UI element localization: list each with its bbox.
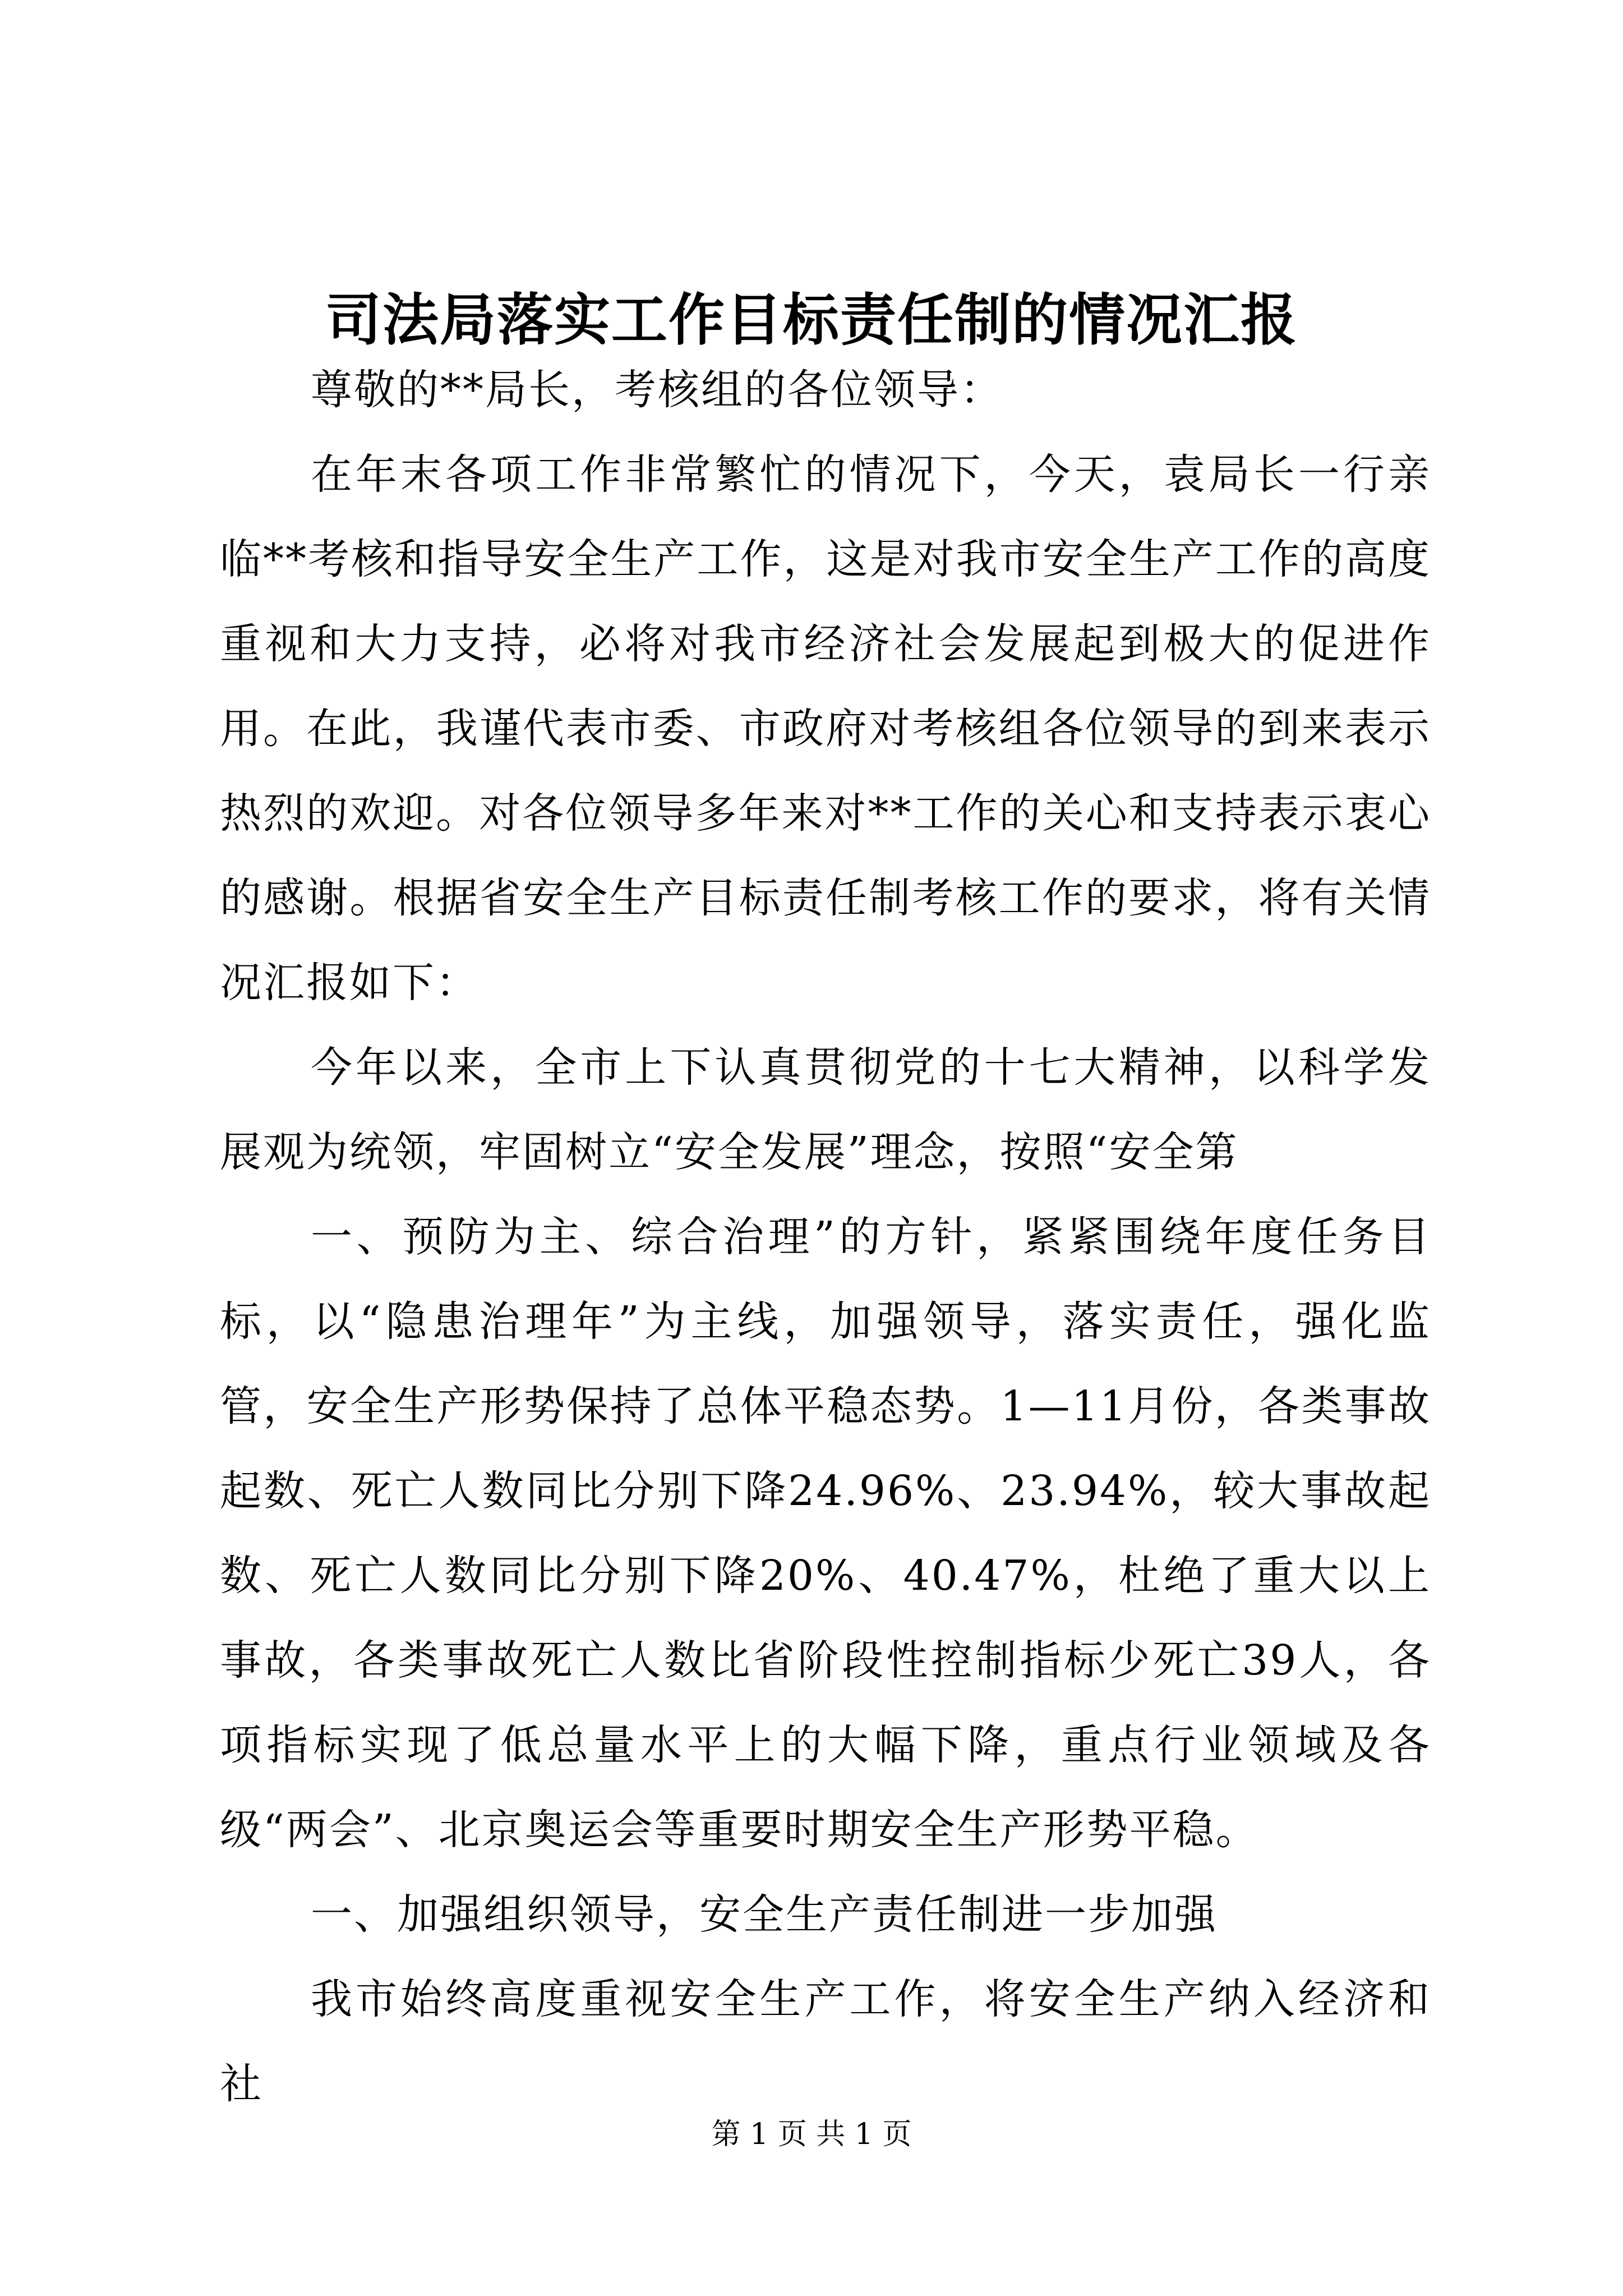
salutation-paragraph: 尊敬的**局长，考核组的各位领导： — [311, 366, 1003, 414]
document-title: 司法局落实工作目标责任制的情况汇报 — [325, 287, 1298, 353]
section-heading: 一、加强组织领导，安全生产责任制进一步加强 — [311, 1890, 1218, 1939]
body-paragraph: 我市始终高度重视安全生产工作，将安全生产纳入经济和社 — [220, 1975, 1431, 2108]
body-paragraph: 一、预防为主、综合治理”的方针，紧紧围绕年度任务目标，以“隐患治理年”为主线，加强领导，落实责任，强化监管，安全生产形势保持了总体平稳态势。1—11月份，各类事故起数、死亡人数同比分别下降24.96%、23.94%，较大事故起数、死亡人数同比分别下降20%、40.47%，杜绝了重大以上事故，各类事故死亡人数比省阶段性控制指标少死亡39人，各项指标实现了低总量水平上的大幅下降，重点行业领域及各级“两会”、北京奥运会等重要时期安全生产形势平稳。 — [220, 1213, 1431, 1854]
body-paragraph: 在年末各项工作非常繁忙的情况下，今天，袁局长一行亲临**考核和指导安全生产工作，这是对我市安全生产工作的高度重视和大力支持，必将对我市经济社会发展起到极大的促进作用。在此，我谨代表市委、市政府对考核组各位领导的到来表示热烈的欢迎。对各位领导多年来对**工作的关心和支持表示衷心的感谢。根据省安全生产目标责任制考核工作的要求，将有关情况汇报如下： — [220, 450, 1431, 1007]
document-body — [220, 348, 1431, 2127]
page-footer: 第 1 页 共 1 页 — [711, 2118, 912, 2151]
body-paragraph: 今年以来，全市上下认真贯彻党的十七大精神，以科学发展观为统领，牢固树立“安全发展”理念，按照“安全第 — [220, 1043, 1431, 1176]
